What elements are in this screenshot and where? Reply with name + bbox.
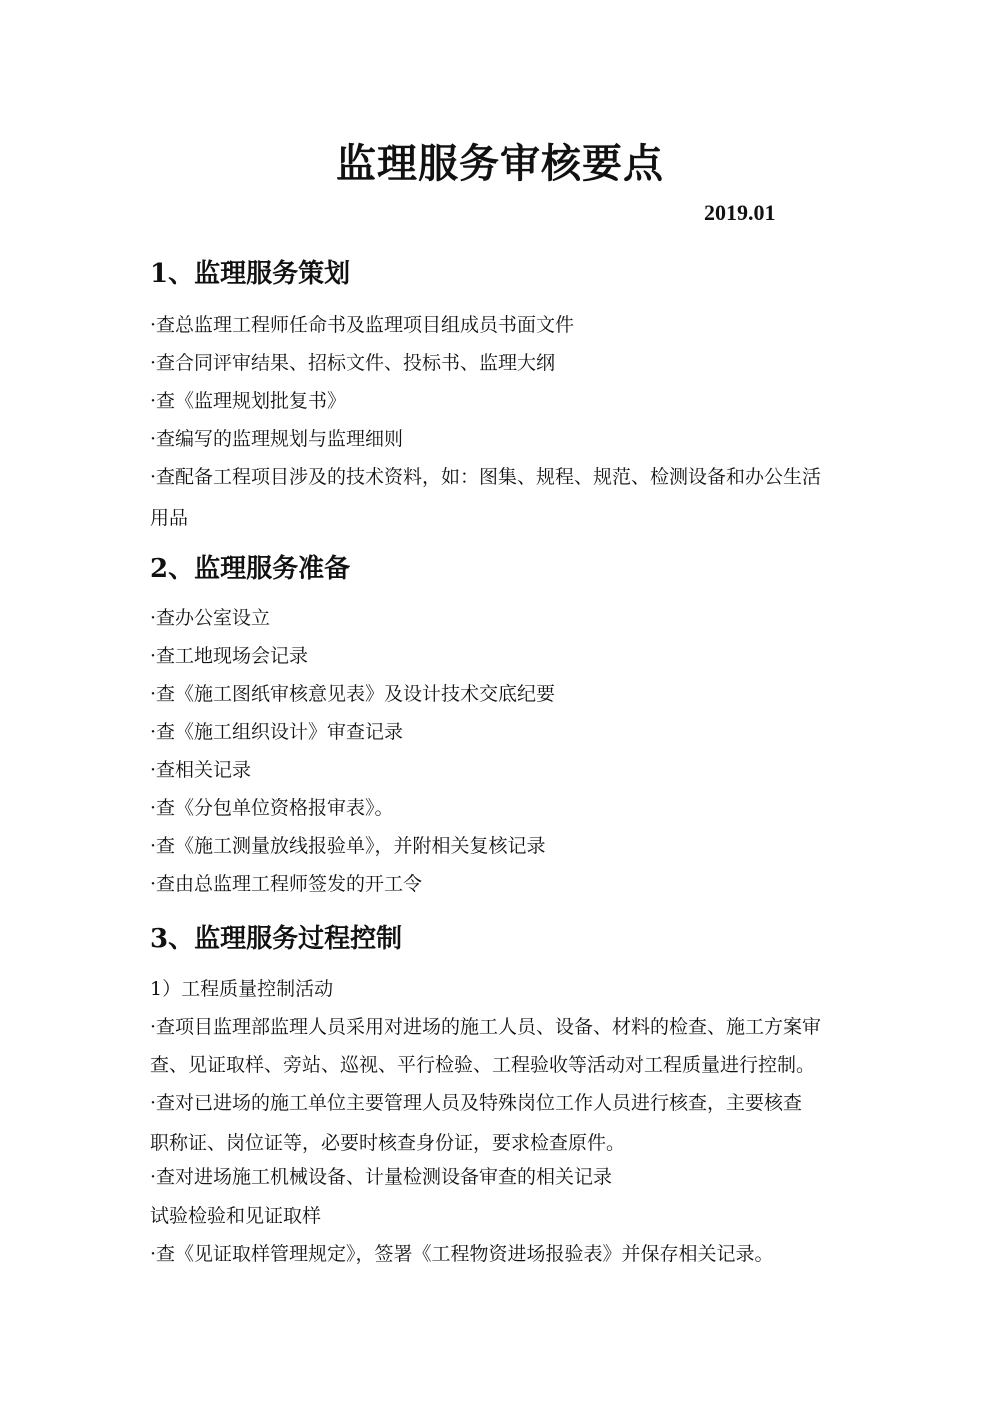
document-date: 2019.01 — [704, 200, 776, 225]
section-2-line-3: ·查《施工图纸审核意见表》及设计技术交底纪要 — [150, 683, 556, 705]
section-1-line-2: ·查合同评审结果、招标文件、投标书、监理大纲 — [150, 352, 556, 374]
section-2-line-8: ·查由总监理工程师签发的开工令 — [150, 873, 423, 895]
section-2-line-4: ·查《施工组织设计》审查记录 — [150, 721, 404, 743]
section-1-line-6: 用品 — [150, 507, 189, 529]
section-3-line-4: ·查对已进场的施工单位主要管理人员及特殊岗位工作人员进行核查，主要核查 — [150, 1092, 803, 1114]
document-title: 监理服务审核要点 — [336, 140, 664, 187]
section-1-heading: 1、监理服务策划 — [150, 259, 351, 289]
section-1-line-3: ·查《监理规划批复书》 — [150, 390, 347, 412]
section-3-heading: 3、监理服务过程控制 — [150, 924, 403, 954]
section-1-line-5: ·查配备工程项目涉及的技术资料，如：图集、规程、规范、检测设备和办公生活 — [150, 466, 822, 488]
section-3-line-8: ·查《见证取样管理规定》，签署《工程物资进场报验表》并保存相关记录。 — [150, 1243, 774, 1265]
section-3-line-6: ·查对进场施工机械设备、计量检测设备审查的相关记录 — [150, 1166, 613, 1188]
section-1-line-4: ·查编写的监理规划与监理细则 — [150, 428, 404, 450]
section-3-line-7: 试验检验和见证取样 — [150, 1205, 322, 1227]
section-2-heading: 2、监理服务准备 — [150, 554, 351, 584]
section-1-line-1: ·查总监理工程师任命书及监理项目组成员书面文件 — [150, 314, 575, 336]
section-3-line-1: 1）工程质量控制活动 — [150, 978, 334, 1000]
section-2-line-6: ·查《分包单位资格报审表》。 — [150, 797, 394, 819]
section-2-line-2: ·查工地现场会记录 — [150, 645, 309, 667]
section-2-line-7: ·查《施工测量放线报验单》，并附相关复核记录 — [150, 835, 546, 857]
section-3-line-3: 查、见证取样、旁站、巡视、平行检验、工程验收等活动对工程质量进行控制。 — [150, 1054, 816, 1076]
section-2-line-1: ·查办公室设立 — [150, 607, 271, 629]
section-3-line-5: 职称证、岗位证等，必要时核查身份证，要求检查原件。 — [150, 1132, 626, 1154]
section-2-line-5: ·查相关记录 — [150, 759, 252, 781]
section-3-line-2: ·查项目监理部监理人员采用对进场的施工人员、设备、材料的检查、施工方案审 — [150, 1016, 822, 1038]
